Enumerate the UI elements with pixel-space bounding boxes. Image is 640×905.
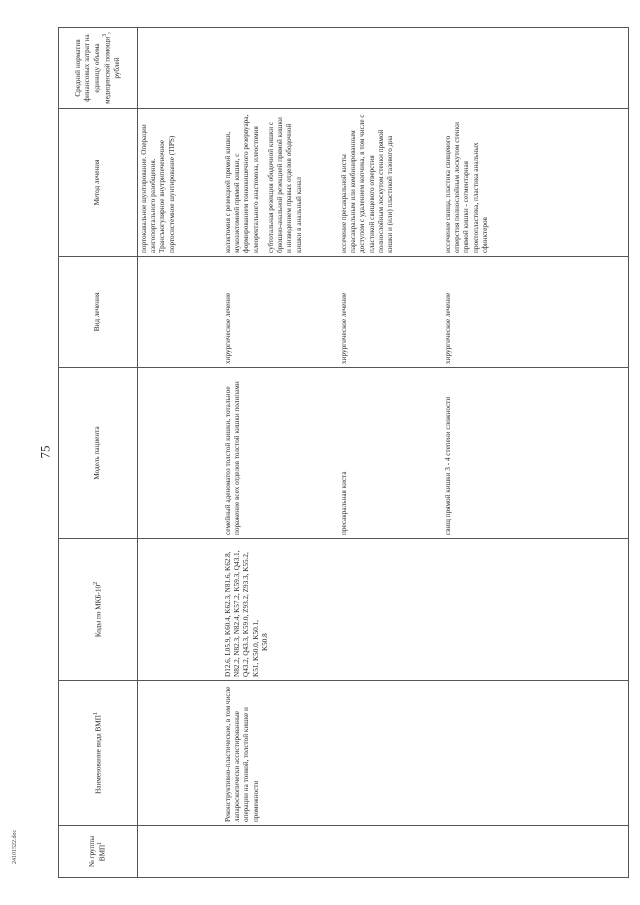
table-header-row: [59, 28, 138, 878]
cell-treatment-type: [138, 257, 223, 368]
cell-treatment-type: хирургическое лечение: [442, 257, 629, 368]
cell-patient-model: свищ прямой кишки 3 - 4 степени сложности: [442, 368, 629, 539]
table-row: [138, 28, 223, 878]
icd-codes-last: K50.8: [260, 633, 269, 651]
treatment-method-item: субтотальная резекция ободочной кишки с брюшно-анальной резекцией прямой кишки и низведением правых отделов ободочной кишки в анальный канал: [266, 117, 303, 253]
cell-cost-standard: [338, 28, 442, 109]
cell-treatment-method: [222, 109, 338, 257]
cell-group-no: [338, 826, 442, 878]
header-icd-codes: Коды по МКБ-$10^2$: [59, 539, 138, 681]
document-file-name: 24101522.doc: [12, 829, 18, 864]
header-treatment-type: Вид лечения: [59, 257, 138, 368]
cell-icd-codes: [442, 539, 629, 681]
cell-treatment-type: хирургическое лечение: [222, 257, 338, 368]
cell-patient-model: пресакральная киста: [338, 368, 442, 539]
icd-codes-text: D12.6, L05.9, K60.4, K62.3, N81.6, K62.8, N82.2, N82.3, N82.4, K57.2, K59.3, Q43.1, Q43.2, Q43.3, K59.0, Z93.2, Z93.3, K55.2, K51, K50.0, K50.1,: [224, 550, 260, 677]
cell-treatment-method: портокавальное шунтирование. Операции азигопортального разобщения. Трансъюгулярное внутрипеченочное портосистемное шунтирование (TIPS): [138, 109, 223, 257]
table-row: [442, 28, 629, 878]
cell-vmp-name: [138, 681, 223, 826]
cell-patient-model: семейный аденоматоз толстой кишки, тотальное поражение всех отделов толстой кишки полипами: [222, 368, 338, 539]
header-group-no: № группы ВМП$^1$: [59, 826, 138, 878]
header-treatment-method: Метод лечения: [59, 109, 138, 257]
cell-patient-model: [138, 368, 223, 539]
cell-cost-standard: [442, 28, 629, 109]
table-row: [222, 28, 338, 878]
vmp-table: [58, 27, 629, 878]
header-cost-standard: Средний норматив финансовых затрат на единицу объема медицинской помощи$^3$, рублей: [59, 28, 138, 109]
cell-cost-standard: [138, 28, 223, 109]
cell-group-no: [442, 826, 629, 878]
cell-icd-codes: [138, 539, 223, 681]
cell-vmp-name: Реконструктивно-пластические, в том числе лапароскопически ассистированные операции на тонкой, толстой кишке и промежности: [222, 681, 338, 826]
cell-treatment-method: иссечение свища, пластика свищевого отверстия полнослойным лоскутом стенки прямой кишки - сегментарная проктопластика, пластика анальных сфинктеров: [442, 109, 629, 257]
cell-group-no: [222, 826, 338, 878]
page-number: 75: [37, 445, 53, 459]
vmp-table-container: [58, 28, 610, 878]
cell-icd-codes: [222, 539, 338, 681]
table-row: [338, 28, 442, 878]
cell-vmp-name: [338, 681, 442, 826]
cell-cost-standard: [222, 28, 338, 109]
cell-treatment-method: иссечение пресакральной кисты парасакральным или комбинированным доступом с удалением копчика, в том числе с пластикой свищевого отверстия полнослойным лоскутом стенки прямой кишки и (или) пластикой тазового дна: [338, 109, 442, 257]
header-vmp-name: Наименование вида ВМП$^1$: [59, 681, 138, 826]
cell-treatment-type: хирургическое лечение: [338, 257, 442, 368]
treatment-method-item: колэктомия с резекцией прямой кишки, мукозэктомией прямой кишки, с формированием тонкокишечного резервуара, илеоректального анастомоза, илеостомия: [224, 114, 260, 253]
cell-vmp-name: [442, 681, 629, 826]
header-patient-model: Модель пациента: [59, 368, 138, 539]
cell-icd-codes: [338, 539, 442, 681]
cell-group-no: [138, 826, 223, 878]
